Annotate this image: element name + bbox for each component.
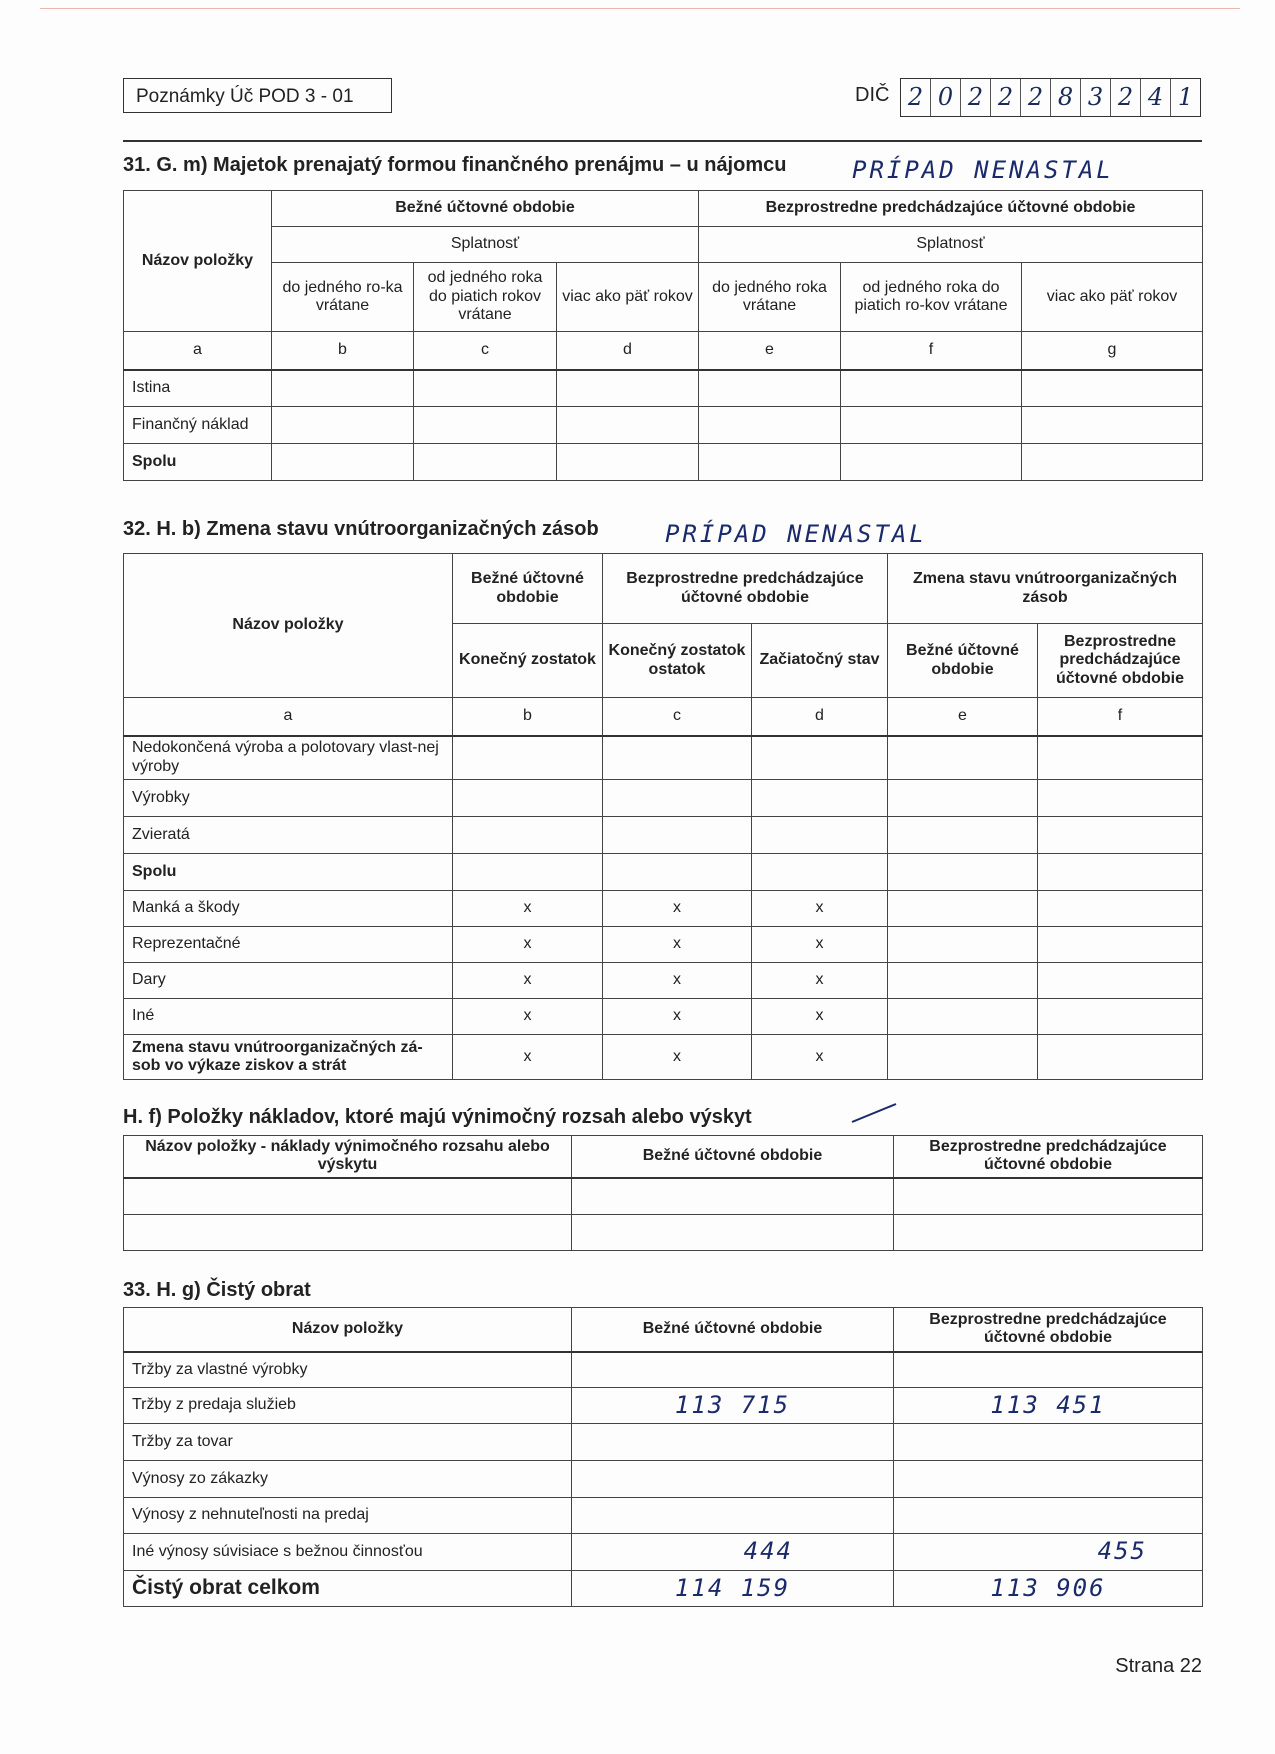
dic-digit: 2	[1021, 79, 1051, 116]
x-mark: x	[752, 1035, 888, 1080]
previous-value: 113 906	[894, 1571, 1203, 1607]
x-mark: x	[453, 927, 603, 963]
dic-digit: 2	[1111, 79, 1141, 116]
row-label: Nedokončená výroba a polotovary vlast-nej výroby	[124, 736, 453, 780]
table-row	[124, 370, 1203, 407]
col-letter: b	[272, 332, 414, 370]
current-value: 113 715	[572, 1388, 894, 1424]
dic-label: DIČ	[855, 84, 890, 106]
row-label: Spolu	[124, 444, 272, 481]
row-label: Istina	[124, 370, 272, 407]
row-label: Reprezentačné	[124, 927, 453, 963]
col-letter: d	[752, 698, 888, 736]
current-value	[572, 1461, 894, 1498]
col-letter: b	[453, 698, 603, 736]
x-mark: x	[603, 999, 752, 1035]
table-row	[124, 1461, 1203, 1498]
section-33-title: 33. H. g) Čistý obrat	[123, 1279, 311, 1301]
col-header: Bezprostredne predchádzajúce účtovné obdobie	[699, 191, 1203, 227]
table-row	[124, 854, 1203, 891]
col-header: viac ako päť rokov	[1022, 263, 1203, 332]
col-header: Názov položky	[124, 554, 453, 698]
col-letter: c	[603, 698, 752, 736]
col-header: Bežné účtovné obdobie	[572, 1308, 894, 1352]
handwritten-note: PRÍPAD NENASTAL	[665, 520, 927, 548]
x-mark: x	[603, 891, 752, 927]
dic-digit: 3	[1081, 79, 1111, 116]
row-label: Výnosy z nehnuteľnosti na predaj	[124, 1498, 572, 1534]
dic-digit: 0	[931, 79, 961, 116]
page-number: Strana 22	[1115, 1655, 1202, 1677]
row-label: Finančný náklad	[124, 407, 272, 444]
table-row	[124, 1215, 1203, 1251]
row-label: Tržby z predaja služieb	[124, 1388, 572, 1424]
row-label: Iné	[124, 999, 453, 1035]
row-label: Čistý obrat celkom	[124, 1571, 572, 1607]
dic-digit: 8	[1051, 79, 1081, 116]
col-letter: g	[1022, 332, 1203, 370]
dic-boxes	[900, 78, 1201, 117]
dic-digit: 2	[901, 79, 931, 116]
table-row	[124, 1388, 1203, 1424]
current-value	[572, 1498, 894, 1534]
row-label: Manká a škody	[124, 891, 453, 927]
x-mark: x	[453, 1035, 603, 1080]
row-label: Zvieratá	[124, 817, 453, 854]
previous-value: 455	[894, 1534, 1203, 1571]
table-row	[124, 1498, 1203, 1534]
table-row	[124, 891, 1203, 927]
col-header: Názov položky	[124, 1308, 572, 1352]
col-header: Začiatočný stav	[752, 624, 888, 698]
x-mark: x	[603, 963, 752, 999]
col-header: Bežné účtovné obdobie	[453, 554, 603, 624]
section-32-title: 32. H. b) Zmena stavu vnútroorganizačných zásob	[123, 518, 599, 540]
row-label: Výnosy zo zákazky	[124, 1461, 572, 1498]
col-header: Bežné účtovné obdobie	[572, 1136, 894, 1178]
dic-digit: 2	[961, 79, 991, 116]
col-header: Splatnosť	[272, 227, 699, 263]
table-32	[123, 553, 1203, 1080]
table-row	[124, 736, 1203, 780]
x-mark: x	[603, 927, 752, 963]
row-label: Tržby za vlastné výrobky	[124, 1352, 572, 1388]
section-31-title: 31. G. m) Majetok prenajatý formou finančného prenájmu – u nájomcu	[123, 154, 787, 176]
divider	[123, 140, 1202, 142]
table-row	[124, 963, 1203, 999]
col-letter: c	[414, 332, 557, 370]
current-value	[572, 1352, 894, 1388]
col-header: od jedného roka do piatich rokov vrátane	[414, 263, 557, 332]
col-letter: e	[888, 698, 1038, 736]
col-header: od jedného roka do piatich ro-kov vrátane	[841, 263, 1022, 332]
col-header: Názov položky - náklady výnimočného rozsahu alebo výskytu	[124, 1136, 572, 1178]
table-row	[124, 1178, 1203, 1215]
col-header: Bezprostredne predchádzajúce účtovné obdobie	[1038, 624, 1203, 698]
table-33	[123, 1307, 1203, 1607]
table-row	[124, 1035, 1203, 1080]
previous-value	[894, 1498, 1203, 1534]
col-header: Bezprostredne predchádzajúce účtovné obdobie	[603, 554, 888, 624]
current-value	[572, 1424, 894, 1461]
previous-value	[894, 1352, 1203, 1388]
col-header: Konečný zostatok ostatok	[603, 624, 752, 698]
col-header: Zmena stavu vnútroorganizačných zásob	[888, 554, 1203, 624]
col-header: do jedného ro-ka vrátane	[272, 263, 414, 332]
table-row	[124, 1571, 1203, 1607]
table-row	[124, 1424, 1203, 1461]
col-letter: f	[1038, 698, 1203, 736]
table-row	[124, 407, 1203, 444]
col-header: Bezprostredne predchádzajúce účtovné obdobie	[894, 1136, 1203, 1178]
table-row	[124, 780, 1203, 817]
previous-value	[894, 1424, 1203, 1461]
x-mark: x	[752, 891, 888, 927]
x-mark: x	[752, 963, 888, 999]
x-mark: x	[453, 999, 603, 1035]
x-mark: x	[752, 999, 888, 1035]
dic-digit: 1	[1177, 83, 1194, 111]
col-header: Bežné účtovné obdobie	[272, 191, 699, 227]
col-header: Splatnosť	[699, 227, 1203, 263]
x-mark: x	[453, 963, 603, 999]
col-letter: e	[699, 332, 841, 370]
x-mark: x	[603, 1035, 752, 1080]
previous-value	[894, 1461, 1203, 1498]
col-header: Konečný zostatok	[453, 624, 603, 698]
col-letter: a	[124, 332, 272, 370]
row-label: Zmena stavu vnútroorganizačných zá-sob vo výkaze ziskov a strát	[124, 1035, 453, 1080]
table-row	[124, 817, 1203, 854]
form-label: Poznámky Úč POD 3 - 01	[123, 78, 392, 113]
col-letter: f	[841, 332, 1022, 370]
col-header: Názov položky	[124, 191, 272, 332]
top-line	[40, 8, 1240, 9]
row-label: Výrobky	[124, 780, 453, 817]
handwritten-dash	[850, 1100, 900, 1125]
previous-value: 113 451	[894, 1388, 1203, 1424]
col-letter: a	[124, 698, 453, 736]
x-mark: x	[453, 891, 603, 927]
col-header: Bežné účtovné obdobie	[888, 624, 1038, 698]
table-row	[124, 999, 1203, 1035]
col-header: do jedného roka vrátane	[699, 263, 841, 332]
dic-digit: 2	[991, 79, 1021, 116]
table-row	[124, 1352, 1203, 1388]
row-label: Dary	[124, 963, 453, 999]
x-mark: x	[752, 927, 888, 963]
table-hf	[123, 1135, 1203, 1251]
current-value: 444	[572, 1534, 894, 1571]
row-label: Iné výnosy súvisiace s bežnou činnosťou	[124, 1534, 572, 1571]
col-header: viac ako päť rokov	[557, 263, 699, 332]
table-31	[123, 190, 1203, 481]
col-header: Bezprostredne predchádzajúce účtovné obdobie	[894, 1308, 1203, 1352]
table-row	[124, 1534, 1203, 1571]
row-label: Spolu	[124, 854, 453, 891]
dic-digit: 4	[1141, 79, 1171, 116]
handwritten-note: PRÍPAD NENASTAL	[852, 156, 1114, 184]
col-letter: d	[557, 332, 699, 370]
table-row	[124, 444, 1203, 481]
current-value: 114 159	[572, 1571, 894, 1607]
table-row	[124, 927, 1203, 963]
section-hf-title: H. f) Položky nákladov, ktoré majú výnimočný rozsah alebo výskyt	[123, 1106, 752, 1128]
row-label: Tržby za tovar	[124, 1424, 572, 1461]
